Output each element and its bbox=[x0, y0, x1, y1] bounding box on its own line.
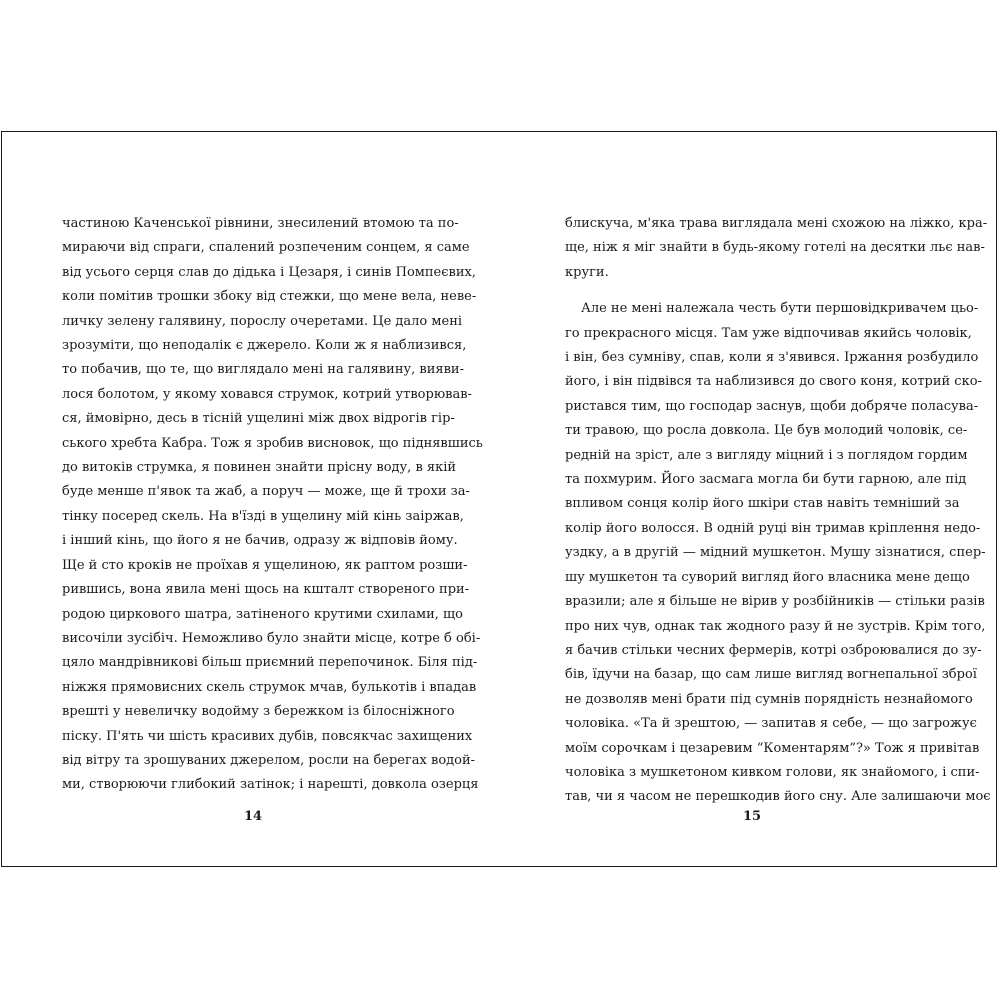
text-line: ти травою, що росла довкола. Це був молодий чоловік, се- bbox=[565, 423, 968, 439]
text-line: від вітру та зрошуваних джерелом, росли на берегах водой- bbox=[62, 752, 476, 768]
text-line: та похмурим. Його засмага могла би бути гарною, але під bbox=[565, 472, 967, 488]
text-line: личку зелену галявину, порослу очеретами. Це дало мені bbox=[62, 313, 463, 329]
book-spread bbox=[1, 131, 997, 867]
text-line: його, і він підвівся та наблизився до свого коня, котрий ско- bbox=[565, 374, 982, 390]
text-line: Ще й сто кроків не проїхав я ущелиною, як раптом розши- bbox=[62, 557, 468, 573]
text-line: про них чув, однак так жодного разу й не зустрів. Крім того, bbox=[565, 618, 986, 634]
text-line: лося болотом, у якому ховався струмок, котрий утворював- bbox=[62, 386, 472, 402]
text-line: редній на зріст, але з вигляду міцний і з поглядом гордим bbox=[565, 447, 968, 463]
right-page-text bbox=[565, 212, 991, 810]
text-line: ся, ймовірно, десь в тісній ущелині між двох відрогів гір- bbox=[62, 411, 455, 427]
text-line: піску. П'ять чи шість красивих дубів, повсякчас захищених bbox=[62, 728, 473, 744]
text-line: то побачив, що те, що виглядало мені на галявину, вияви- bbox=[62, 362, 464, 378]
text-line: рившись, вона явила мені щось на кшталт створеного при- bbox=[62, 582, 470, 598]
text-line: коли помітив трошки збоку від стежки, що мене вела, неве- bbox=[62, 289, 477, 305]
text-line: тінку посеред скель. На в'їзді в ущелину мій кінь заіржав, bbox=[62, 508, 464, 524]
text-line: моїм сорочкам і цезаревим “Коментарям”?» Тож я привітав bbox=[565, 740, 980, 756]
text-line: го прекрасного місця. Там уже відпочивав якийсь чоловік, bbox=[565, 325, 972, 341]
text-line: буде менше п'явок та жаб, а поруч — може, ще й трохи за- bbox=[62, 484, 470, 500]
text-line: ристався тим, що господар заснув, щоби добряче поласува- bbox=[565, 398, 979, 414]
text-line: блискуча, м'яка трава виглядала мені схожою на ліжко, кра- bbox=[565, 216, 988, 231]
text-line: частиною Каченської рівнини, знесилений втомою та по- bbox=[62, 216, 459, 231]
text-line: Але не мені належала честь бути першовідкривачем цьо- bbox=[581, 301, 979, 317]
text-line: уздку, а в другій — мідний мушкетон. Мушу зізнатися, спер- bbox=[565, 545, 986, 561]
text-line: зрозуміти, що неподалік є джерело. Коли ж я наблизився, bbox=[62, 338, 467, 354]
text-line: врешті у невеличку водойму з бережком із білосніжного bbox=[62, 704, 455, 720]
text-line: бів, їдучи на базар, що сам лише вигляд вогнепальної зброї bbox=[565, 667, 977, 683]
text-line: колір його волосся. В одній руці він тримав кріплення недо- bbox=[565, 520, 981, 536]
text-line: і інший кінь, що його я не бачив, одразу ж відповів йому. bbox=[62, 533, 458, 549]
text-line: чоловіка з мушкетоном кивком голови, як знайомого, і спи- bbox=[565, 764, 980, 780]
text-line: тав, чи я часом не перешкодив його сну. Але залишаючи моє bbox=[565, 789, 991, 805]
text-line: не дозволяв мені брати під сумнів порядність незнайомого bbox=[565, 691, 973, 707]
text-line: я бачив стільки чесних фермерів, котрі озброювалися до зу- bbox=[565, 642, 982, 658]
text-line: від усього серця слав до дідька і Цезаря, і синів Помпеєвих, bbox=[62, 264, 476, 280]
text-line: ніжжя прямовисних скель струмок мчав, булькотів і впадав bbox=[62, 679, 477, 695]
text-line: чоловіка. «Та й зрештою, — запитав я себе, — що загрожує bbox=[565, 716, 977, 732]
text-line: ще, ніж я міг знайти в будь-якому готелі на десятки льє нав- bbox=[565, 240, 985, 256]
text-line: впливом сонця колір його шкіри став навіть темніший за bbox=[565, 496, 960, 512]
text-line: шу мушкетон та суворий вигляд його власника мене дещо bbox=[565, 569, 970, 585]
text-line: і він, без сумніву, спав, коли я з'явився. Іржання розбудило bbox=[565, 350, 979, 366]
left-page-text bbox=[62, 212, 483, 798]
text-line: мираючи від спраги, спалений розпеченим сонцем, я саме bbox=[62, 240, 470, 256]
text-line: родою циркового шатра, затіненого крутими схилами, що bbox=[62, 606, 463, 622]
page-number-right: 15 bbox=[742, 809, 762, 824]
text-line: ського хребта Кабра. Тож я зробив висновок, що піднявшись bbox=[62, 435, 483, 451]
page-number-left: 14 bbox=[243, 809, 263, 824]
text-line: до витоків струмка, я повинен знайти прісну воду, в якій bbox=[62, 460, 457, 476]
paragraph-gap bbox=[565, 285, 939, 297]
text-line: цяло мандрівникові більш приємний перепочинок. Біля під- bbox=[62, 655, 478, 671]
text-line: ми, створюючи глибокий затінок; і нарешті, довкола озерця bbox=[62, 777, 479, 793]
text-line: височіли зусібіч. Неможливо було знайти місце, котре б обі- bbox=[62, 630, 481, 646]
text-line: круги. bbox=[565, 264, 609, 280]
text-line: вразили; але я більше не вірив у розбійників — стільки разів bbox=[565, 594, 985, 610]
